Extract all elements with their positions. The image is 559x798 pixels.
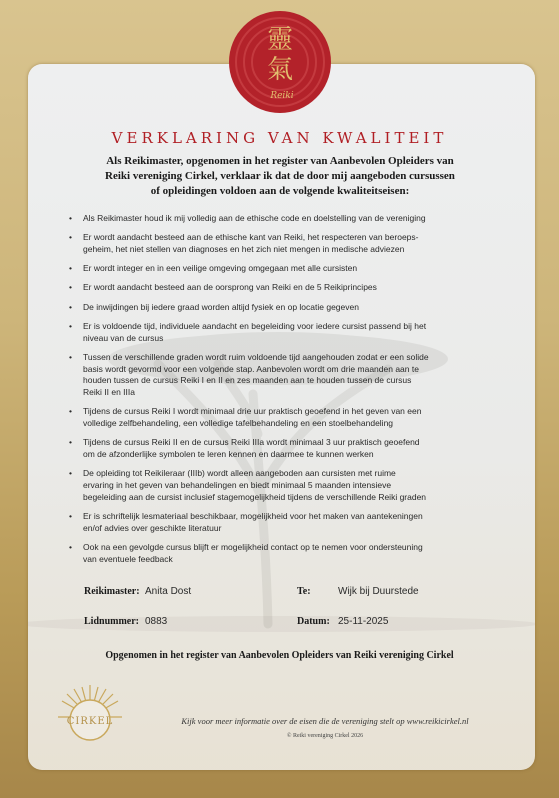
reikimaster-label: Reikimaster: [84, 586, 140, 597]
requirement-item [66, 263, 486, 275]
intro-paragraph [80, 154, 480, 199]
requirement-item [66, 542, 486, 566]
reikimaster-value-wrap [145, 586, 191, 597]
requirement-item [66, 213, 486, 225]
requirement-line: van eventuele feedback [83, 553, 173, 564]
reikimaster-field [84, 586, 140, 597]
logo-text: CIRKEL [66, 716, 114, 727]
requirement-line: begeleiding aan de cursist inclusief stagemogelijkheid tijdens de verschillende Reiki graden [83, 491, 427, 502]
bullet: • [69, 406, 72, 417]
requirement-line: De opleiding tot Reikileraar (IIIb) wordt alleen aangeboden aan cursisten met ruime [83, 468, 396, 479]
cirkel-logo [55, 682, 125, 752]
requirement-item [66, 406, 486, 430]
requirement-line: geheim, het niet stellen van diagnoses en het zich niet mengen in medische adviezen [83, 243, 405, 254]
requirement-item [66, 468, 486, 503]
te-value: Wijk bij Duurstede [338, 586, 419, 597]
bullet: • [69, 542, 72, 553]
datum-value-wrap [338, 616, 388, 627]
requirement-line: en/of advies over geschikte literatuur [83, 522, 222, 533]
intro-line: Als Reikimaster, opgenomen in het register van Aanbevolen Opleiders van [106, 155, 454, 167]
bullet: • [69, 301, 72, 312]
bullet: • [69, 437, 72, 448]
requirement-line: Als Reikimaster houd ik mij volledig aan de ethische code en doelstelling van de vereniging [83, 213, 426, 223]
requirement-item [66, 437, 486, 461]
certificate-title: VERKLARING VAN KWALITEIT [111, 129, 448, 147]
reiki-seal [228, 10, 332, 114]
requirement-item [66, 282, 486, 294]
requirement-line: Er wordt aandacht besteed aan de oorsprong van Reiki en de 5 Reikiprincipes [83, 282, 377, 293]
requirement-item [66, 302, 486, 314]
requirement-line: Er wordt integer en in een veilige omgeving omgegaan met alle cursisten [83, 263, 358, 274]
copyright: © Reiki vereniging Cirkel 2026 [286, 733, 364, 739]
bullet: • [69, 320, 72, 331]
requirement-line: houden tussen de cursus Reiki I en II en zes maanden aan te houden tussen de cursus [83, 375, 412, 386]
bullet: • [69, 351, 72, 362]
requirement-item [66, 511, 486, 535]
requirement-line: Tussen de verschillende graden wordt ruim voldoende tijd aangehouden zodat er een solide [83, 351, 429, 362]
lidnummer-label: Lidnummer: [84, 616, 139, 627]
bullet: • [69, 511, 72, 522]
datum-value: 25-11-2025 [338, 616, 389, 627]
seal-kanji-rei: 靈 [266, 25, 294, 55]
requirement-line: Ook na een gevolgde cursus blijft er mogelijkheid contact op te nemen voor ondersteuning [83, 542, 423, 553]
bullet: • [69, 468, 72, 479]
requirement-line: ervaring in het geven van behandelingen en biedt minimaal 5 maanden intensieve [83, 480, 392, 491]
bullet: • [69, 213, 72, 223]
requirement-line: Reiki II en IIIa [83, 387, 135, 398]
requirement-line: Tijdens de cursus Reiki I wordt minimaal drie uur praktisch geoefend in het geven van een [83, 406, 422, 417]
intro-line: of opleidingen voldoen aan de volgende kwaliteitseisen: [150, 185, 410, 197]
requirement-line: volledige zelfbehandeling, een volledige tafelbehandeling en een stoelbehandeling [83, 418, 394, 429]
intro-line: Reiki vereniging Cirkel, verklaar ik dat de door mij aangeboden cursussen [105, 170, 455, 182]
seal-kanji-ki: 氣 [266, 55, 294, 85]
requirement-line: Tijdens de cursus Reiki II en de cursus Reiki IIIa wordt minimaal 3 uur praktisch geoefend [83, 437, 420, 448]
requirement-line: De inwijdingen bij iedere graad worden altijd fysiek en op locatie gegeven [83, 301, 359, 312]
requirement-item [66, 232, 486, 256]
info-line: Kijk voor meer informatie over de eisen die de vereniging stelt op www.reikicirkel.nl [181, 716, 469, 726]
lidnummer-value: 0883 [145, 616, 168, 627]
seal-word: Reiki [270, 91, 294, 101]
datum-field [297, 616, 330, 627]
bullet: • [69, 282, 72, 293]
quality-requirements-list [66, 213, 486, 573]
requirement-line: niveau van de cursus [83, 332, 164, 343]
bullet: • [69, 232, 72, 243]
requirement-item [66, 352, 486, 399]
requirement-line: Er wordt aandacht besteed aan de ethische kant van Reiki, het respecteren van beroeps- [83, 232, 419, 243]
bullet: • [69, 263, 72, 274]
te-field [297, 586, 311, 597]
requirement-line: basis wordt gevormd voor een volgende stap. Aanbevolen wordt om drie maanden aan te [83, 363, 419, 374]
te-label: Te: [297, 586, 311, 597]
requirement-line: Er is voldoende tijd, individuele aandacht en begeleiding voor iedere cursist passend bij het [83, 320, 427, 331]
requirement-line: om de afzonderlijke symbolen te leren kennen en daarmee te kunnen werken [83, 449, 374, 460]
te-value-wrap [338, 586, 419, 597]
reikimaster-value: Anita Dost [145, 586, 192, 597]
register-statement: Opgenomen in het register van Aanbevolen Opleiders van Reiki vereniging Cirkel [105, 650, 454, 661]
datum-label: Datum: [297, 616, 330, 627]
requirement-line: Er is schriftelijk lesmateriaal beschikbaar, mogelijkheid voor het maken van aantekeningen [83, 511, 423, 522]
lidnummer-field [84, 616, 139, 627]
lidnummer-value-wrap [145, 616, 167, 627]
requirement-item [66, 321, 486, 345]
